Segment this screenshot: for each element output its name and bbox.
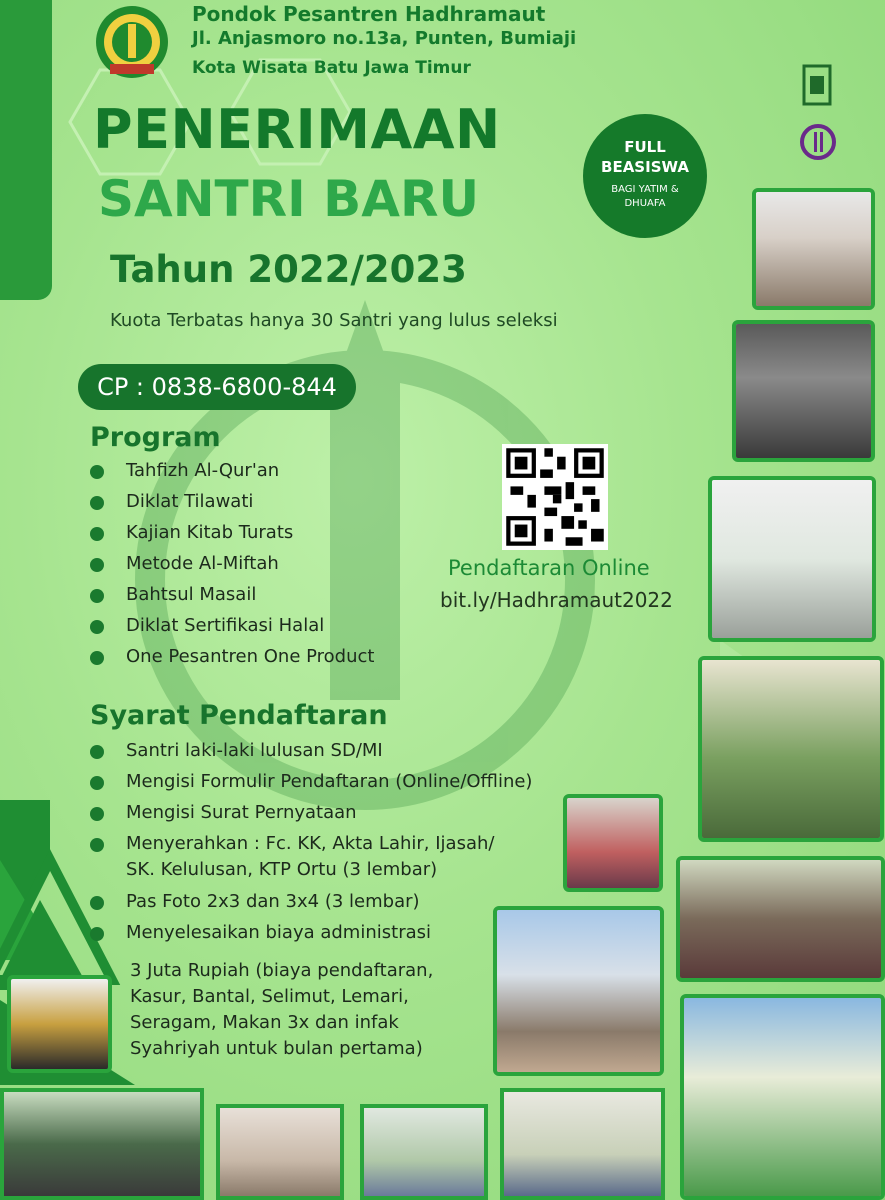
bullet-icon bbox=[90, 896, 104, 910]
qr-code[interactable] bbox=[502, 444, 608, 550]
bullet-icon bbox=[90, 620, 104, 634]
photo-dorm bbox=[216, 1104, 344, 1200]
photo-building bbox=[680, 994, 885, 1200]
photo-study bbox=[676, 856, 885, 982]
list-item-continuation: SK. Kelulusan, KTP Ortu (3 lembar) bbox=[126, 859, 438, 880]
bullet-icon bbox=[90, 496, 104, 510]
list-item: Mengisi Surat Pernyataan bbox=[90, 800, 532, 831]
contact-pill[interactable]: CP : 0838-6800-844 bbox=[78, 364, 356, 410]
program-heading: Program bbox=[90, 422, 221, 453]
list-item: Metode Al-Miftah bbox=[90, 551, 374, 582]
list-item: Diklat Tilawati bbox=[90, 489, 374, 520]
bullet-icon bbox=[90, 589, 104, 603]
title-year: Tahun 2022/2023 bbox=[110, 248, 467, 291]
list-item: Mengisi Formulir Pendaftaran (Online/Offline) bbox=[90, 769, 532, 800]
list-item: Diklat Sertifikasi Halal bbox=[90, 613, 374, 644]
halal-logo-icon bbox=[796, 122, 846, 172]
bullet-icon bbox=[90, 838, 104, 852]
list-item: Tahfizh Al-Qur'an bbox=[90, 458, 374, 489]
fee-line: Seragam, Makan 3x dan infak bbox=[130, 1012, 399, 1033]
list-item: Santri laki-laki lulusan SD/MI bbox=[90, 738, 532, 769]
bullet-icon bbox=[90, 776, 104, 790]
fee-line: Kasur, Bantal, Selimut, Lemari, bbox=[130, 986, 409, 1007]
pesantren-address: Jl. Anjasmoro no.13a, Punten, Bumiaji bbox=[192, 28, 577, 49]
badge-line3: BAGI YATIM & bbox=[611, 184, 679, 195]
bullet-icon bbox=[90, 558, 104, 572]
title-line1: PENERIMAAN bbox=[93, 98, 501, 161]
bullet-icon bbox=[90, 745, 104, 759]
photo-meal bbox=[0, 1088, 204, 1200]
title-line2: SANTRI BARU bbox=[98, 170, 480, 228]
registration-link[interactable]: bit.ly/Hadhramaut2022 bbox=[440, 588, 673, 612]
badge-line2: BEASISWA bbox=[601, 158, 689, 176]
pesantren-name: Pondok Pesantren Hadhramaut bbox=[192, 2, 546, 26]
photo-classroom bbox=[708, 476, 876, 642]
qr-code-icon bbox=[502, 444, 608, 550]
registration-label: Pendaftaran Online bbox=[448, 556, 650, 580]
photo-group bbox=[732, 320, 875, 462]
photo-dining bbox=[752, 188, 875, 310]
pesantren-logo-icon bbox=[90, 4, 174, 80]
bullet-icon bbox=[90, 927, 104, 941]
fee-details bbox=[130, 958, 433, 1062]
photo-clinic bbox=[563, 794, 663, 892]
list-item: Bahtsul Masail bbox=[90, 582, 374, 613]
badge-line1: FULL bbox=[624, 138, 666, 156]
left-accent-bar bbox=[0, 0, 52, 300]
photo-room bbox=[500, 1088, 665, 1200]
emblem-icon bbox=[800, 62, 834, 108]
list-item: Menyerahkan : Fc. KK, Akta Lahir, Ijasah/ SK. Kelulusan, KTP Ortu (3 lembar) bbox=[90, 831, 532, 889]
bullet-icon bbox=[90, 807, 104, 821]
fee-line: 3 Juta Rupiah (biaya pendaftaran, bbox=[130, 960, 434, 981]
program-list bbox=[90, 458, 374, 675]
quota-text: Kuota Terbatas hanya 30 Santri yang lulus seleksi bbox=[110, 310, 558, 331]
bullet-icon bbox=[90, 651, 104, 665]
bullet-icon bbox=[90, 527, 104, 541]
list-item: Pas Foto 2x3 dan 3x4 (3 lembar) bbox=[90, 889, 532, 920]
scholarship-badge bbox=[583, 114, 707, 238]
list-item: One Pesantren One Product bbox=[90, 644, 374, 675]
photo-product bbox=[7, 975, 112, 1073]
photo-rooftop bbox=[493, 906, 664, 1076]
bullet-icon bbox=[90, 465, 104, 479]
photo-award bbox=[698, 656, 884, 842]
requirements-list bbox=[90, 738, 532, 951]
list-item: Kajian Kitab Turats bbox=[90, 520, 374, 551]
requirements-heading: Syarat Pendaftaran bbox=[90, 700, 388, 731]
badge-line4: DHUAFA bbox=[624, 198, 666, 209]
pesantren-city: Kota Wisata Batu Jawa Timur bbox=[192, 58, 471, 78]
list-item: Menyelesaikan biaya administrasi bbox=[90, 920, 532, 951]
photo-hall bbox=[360, 1104, 488, 1200]
fee-line: Syahriyah untuk bulan pertama) bbox=[130, 1038, 423, 1059]
